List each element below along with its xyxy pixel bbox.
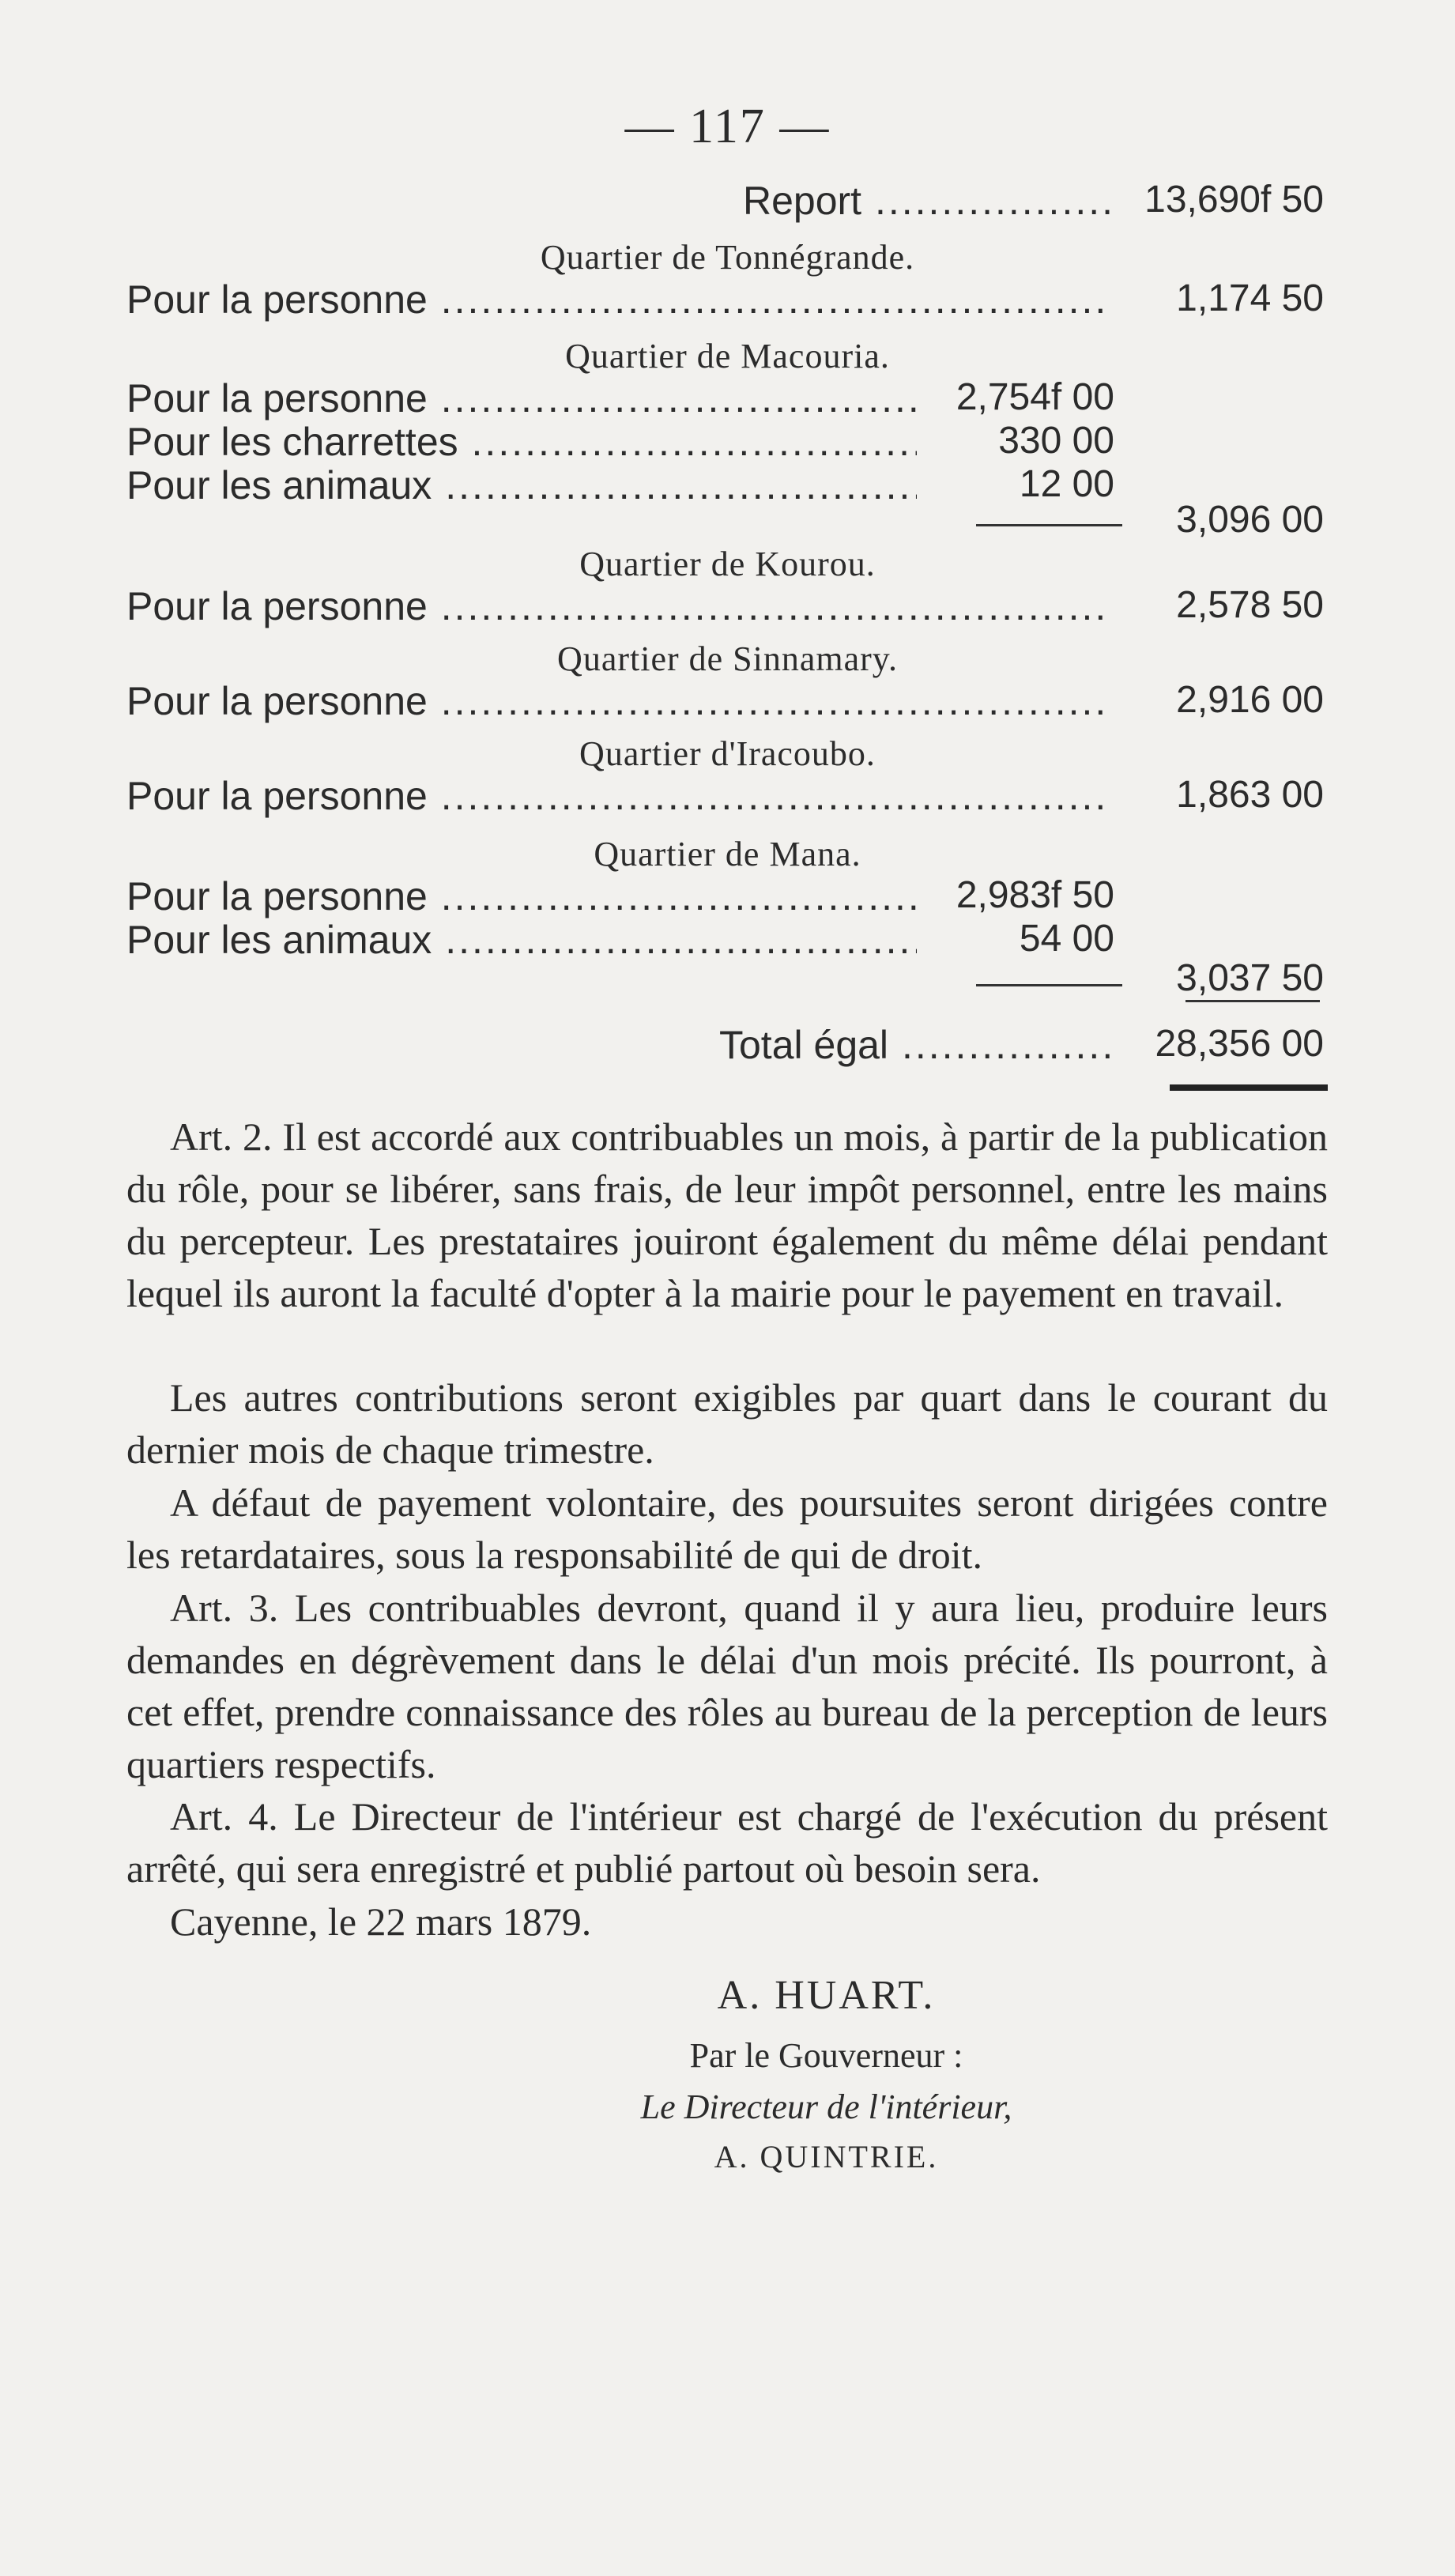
row-label: Pour les animaux ..... <box>126 462 917 508</box>
section-header: Quartier de Macouria. <box>565 337 890 375</box>
closing-rule <box>1170 1084 1328 1091</box>
paragraph-contributions: Les autres contributions seront exigibles par quart dans le courant du dernier mois de chaque trimestre. <box>126 1375 1328 1472</box>
ledger-row <box>126 678 1324 732</box>
total-label: Total égal ..... <box>719 1022 1114 1068</box>
row-subamount: 330 00 <box>998 420 1114 462</box>
ledger-row <box>126 773 1324 827</box>
row-label: Pour la personne ..... <box>126 873 917 919</box>
row-subamount: 2,754f 00 <box>956 376 1114 418</box>
signature-by: Par le Gouverneur : <box>689 2036 963 2075</box>
row-subamount: 2,983f 50 <box>956 874 1114 916</box>
row-subamount: 54 00 <box>1019 918 1114 960</box>
ledger-row <box>126 583 1324 637</box>
row-label: Pour la personne ..... <box>126 277 1103 322</box>
article-4: Art. 4. Le Directeur de l'intérieur est chargé de l'exécution du présent arrêté, qui sera enregistré et publié partout où besoin sera. <box>126 1794 1328 1891</box>
total-line <box>719 1022 1324 1076</box>
row-label: Pour la personne ..... <box>126 375 917 421</box>
row-label: Pour la personne ..... <box>126 583 1103 629</box>
report-label: Report ..... <box>743 178 1114 224</box>
row-total: 2,578 50 <box>1176 584 1324 626</box>
row-subamount: 12 00 <box>1019 463 1114 505</box>
subtotal-amount: 3,037 50 <box>1176 957 1324 999</box>
paragraph-poursuites: A défaut de payement volontaire, des poursuites seront dirigées contre les retardataires, sous la responsabilité de qui de droit. <box>126 1480 1328 1577</box>
signature-title: Le Directeur de l'intérieur, <box>640 2088 1012 2126</box>
row-label: Pour les animaux ..... <box>126 917 917 963</box>
section-header: Quartier de Kourou. <box>579 545 876 583</box>
section-header: Quartier de Sinnamary. <box>557 639 898 678</box>
report-line <box>743 178 1324 232</box>
article-2: Art. 2. Il est accordé aux contribuables un mois, à partir de la publication du rôle, pour se libérer, sans frais, de leur impôt personnel, entre les mains du percepteur. Les prestataires jouiront également du même délai pendant lequel ils auront la faculté d'opter à la mairie pour le payement en travail. <box>126 1115 1328 1315</box>
signature-governor: A. HUART. <box>717 1973 936 2018</box>
page-number: — 117 — <box>624 100 831 153</box>
signature-director: A. QUINTRIE. <box>714 2139 939 2174</box>
section-header: Quartier de Mana. <box>594 835 861 873</box>
ledger-row <box>126 277 1324 330</box>
section-header: Quartier de Tonnégrande. <box>540 238 915 277</box>
article-3: Art. 3. Les contribuables devront, quand il y aura lieu, produire leurs demandes en dégrèvement dans le délai d'un mois précité. Ils pourront, à cet effet, prendre connaissance des rôles au bureau de la perception de leurs quartiers respectifs. <box>126 1586 1328 1786</box>
row-total: 2,916 00 <box>1176 679 1324 721</box>
subtotal-amount: 3,096 00 <box>1176 499 1324 541</box>
subtotal-row <box>126 956 1324 1010</box>
row-label: Pour la personne ..... <box>126 773 1103 819</box>
date-line: Cayenne, le 22 mars 1879. <box>170 1899 592 1944</box>
row-total: 1,174 50 <box>1176 277 1324 319</box>
row-label: Pour les charrettes ..... <box>126 419 917 465</box>
total-rule <box>1185 1000 1320 1002</box>
section-header: Quartier d'Iracoubo. <box>579 734 876 773</box>
total-amount: 28,356 00 <box>1155 1023 1324 1065</box>
row-total: 1,863 00 <box>1176 774 1324 816</box>
report-amount: 13,690f 50 <box>1144 179 1324 221</box>
row-label: Pour la personne ..... <box>126 678 1103 724</box>
